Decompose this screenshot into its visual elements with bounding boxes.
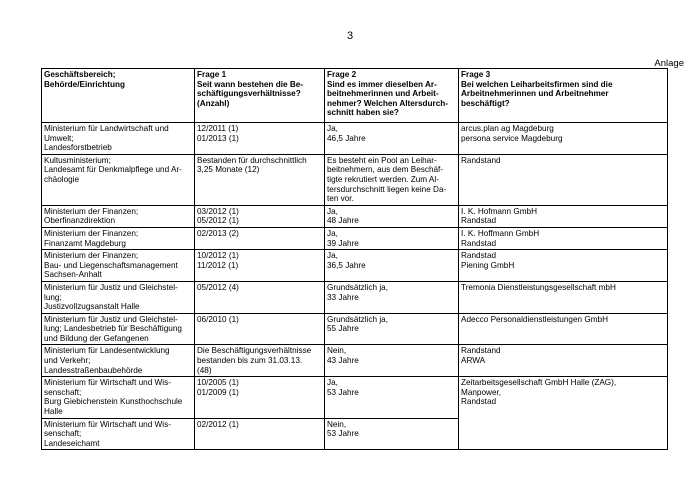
cell-department: Ministerium der Finanzen; Bau- und Liegenschaftsmanagement Sachsen-Anhalt (42, 250, 195, 282)
header-department: Geschäftsbereich; Behörde/Einrichtung (42, 69, 195, 123)
data-table (41, 68, 668, 450)
header-question-1: Frage 1 Seit wann bestehen die Be- schäftigungsverhältnisse? (Anzahl) (195, 69, 325, 123)
table-row (42, 377, 668, 418)
header-question-2: Frage 2 Sind es immer dieselben Ar- beitnehmerinnen und Arbeit- nehmer? Welchen Altersdurch- schnitt haben sie? (325, 69, 459, 123)
cell-question-1: 02/2013 (2) (195, 227, 325, 249)
cell-question-3: arcus.plan ag Magdeburg persona service Magdeburg (459, 123, 668, 155)
cell-question-3: Adecco Personaldienstleistungen GmbH (459, 313, 668, 345)
cell-question-2: Ja, 53 Jahre (325, 377, 459, 418)
cell-department: Ministerium für Justiz und Gleichstel- lung; Justizvollzugsanstalt Halle (42, 281, 195, 313)
cell-department: Ministerium der Finanzen; Finanzamt Magdeburg (42, 227, 195, 249)
cell-department: Kultusministerium; Landesamt für Denkmalpflege und Ar- chäologie (42, 154, 195, 205)
table-header-row (42, 69, 668, 123)
header-question-3: Frage 3 Bei welchen Leiharbeitsfirmen sind die Arbeitnehmerinnen und Arbeitnehmer beschäftigt? (459, 69, 668, 123)
cell-question-2: Grundsätzlich ja, 55 Jahre (325, 313, 459, 345)
cell-question-3: Randstand (459, 154, 668, 205)
cell-question-2: Es besteht ein Pool an Leihar- beitnehmern, aus dem Beschäf- tigte rekrutiert werden. Zum Al- tersdurchschnitt liegen keine Da- ten vor. (325, 154, 459, 205)
cell-question-1: 10/2012 (1) 11/2012 (1) (195, 250, 325, 282)
cell-question-2: Ja, 48 Jahre (325, 205, 459, 227)
cell-question-2: Ja, 39 Jahre (325, 227, 459, 249)
cell-question-2: Grundsätzlich ja, 33 Jahre (325, 281, 459, 313)
table-row (42, 281, 668, 313)
cell-department: Ministerium für Wirtschaft und Wis- senschaft; Burg Giebichenstein Kunsthochschule Halle (42, 377, 195, 418)
table-row (42, 123, 668, 155)
table-row (42, 345, 668, 377)
cell-question-2: Ja, 36,5 Jahre (325, 250, 459, 282)
cell-question-3: I. K. Hofmann GmbH Randstad (459, 205, 668, 227)
cell-department: Ministerium der Finanzen; Oberfinanzdirektion (42, 205, 195, 227)
cell-question-2: Ja, 46,5 Jahre (325, 123, 459, 155)
cell-department: Ministerium für Landwirtschaft und Umwelt; Landesforstbetrieb (42, 123, 195, 155)
cell-question-1: 05/2012 (4) (195, 281, 325, 313)
cell-question-1: 03/2012 (1) 05/2012 (1) (195, 205, 325, 227)
table-row (42, 154, 668, 205)
cell-question-3: Randstad Piening GmbH (459, 250, 668, 282)
cell-question-1: Bestanden für durchschnittlich 3,25 Monate (12) (195, 154, 325, 205)
cell-department: Ministerium für Wirtschaft und Wis- senschaft; Landeseichamt (42, 418, 195, 450)
cell-question-2: Nein, 43 Jahre (325, 345, 459, 377)
page-number: 3 (346, 30, 354, 42)
table-row (42, 250, 668, 282)
cell-question-1: 10/2005 (1) 01/2009 (1) (195, 377, 325, 418)
cell-question-1: 06/2010 (1) (195, 313, 325, 345)
cell-question-3: I. K. Hoffmann GmbH Randstad (459, 227, 668, 249)
table-row (42, 205, 668, 227)
cell-question-3: Tremonia Dienstleistungsgesellschaft mbH (459, 281, 668, 313)
cell-department: Ministerium für Landesentwicklung und Verkehr; Landesstraßenbaubehörde (42, 345, 195, 377)
cell-question-1: Die Beschäftigungsverhältnisse bestanden bis zum 31.03.13. (48) (195, 345, 325, 377)
cell-question-3: Randstand ARWA (459, 345, 668, 377)
table-row (42, 313, 668, 345)
appendix-label: Anlage (654, 58, 684, 69)
cell-question-3: Zeitarbeitsgesellschaft GmbH Halle (ZAG), Manpower, Randstad (459, 377, 668, 450)
cell-question-2: Nein, 53 Jahre (325, 418, 459, 450)
cell-question-1: 12/2011 (1) 01/2013 (1) (195, 123, 325, 155)
table-row (42, 227, 668, 249)
cell-department: Ministerium für Justiz und Gleichstel- lung; Landesbetrieb für Beschäftigung und Bildung der Gefangenen (42, 313, 195, 345)
cell-question-1: 02/2012 (1) (195, 418, 325, 450)
